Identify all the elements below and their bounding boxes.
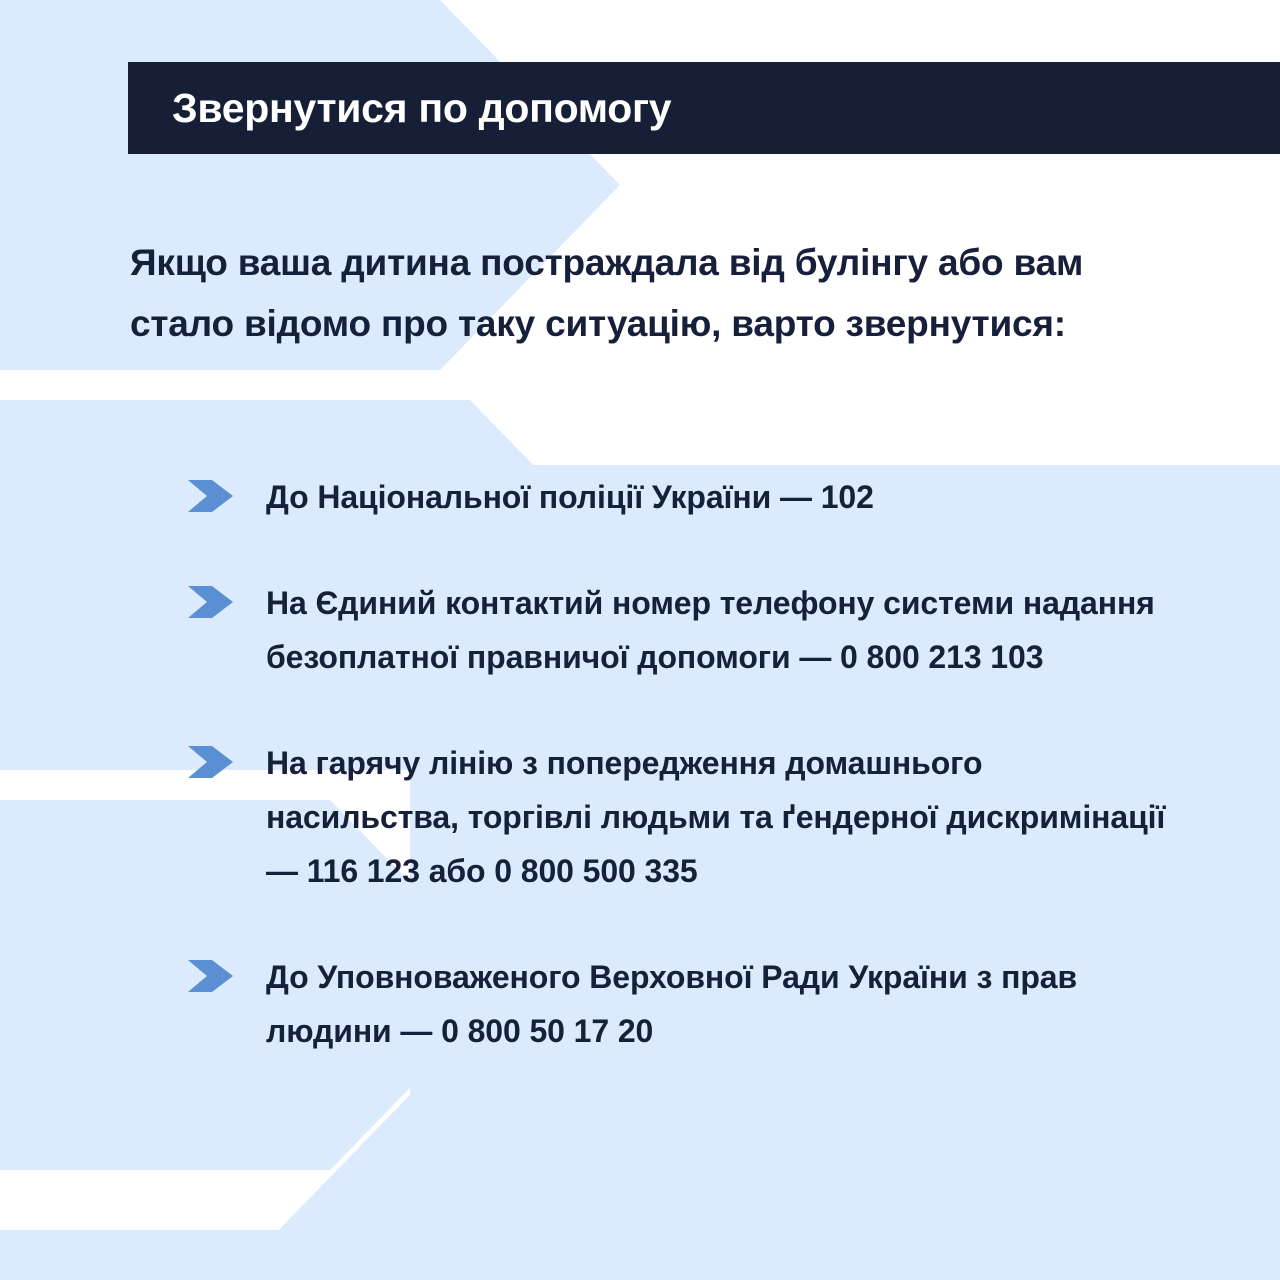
list-item [188, 736, 1188, 898]
intro-paragraph: Якщо ваша дитина постраждала від булінгу або вам стало відомо про таку ситуацію, варто звернутися: [130, 242, 1084, 344]
chevron-right-bullet-icon [188, 478, 234, 514]
list-item-label: До Національної поліції України — 102 [266, 479, 874, 515]
contacts-list [188, 470, 1188, 1058]
list-item-label: На Єдиний контактий номер телефону системи надання безоплатної правничої допомоги — 0 800 213 103 [266, 585, 1155, 675]
chevron-right-bullet-icon [188, 584, 234, 620]
chevron-right-bullet-icon [188, 958, 234, 994]
list-item [188, 950, 1188, 1058]
list-item-label: На гарячу лінію з попередження домашнього насильства, торгівлі людьми та ґендерної дискримінації — 116 123 або 0 800 500 335 [266, 745, 1166, 889]
list-item-label: До Уповноваженого Верховної Ради України з прав людини — 0 800 50 17 20 [266, 959, 1078, 1049]
title-bar [128, 62, 1280, 154]
page-title: Звернутися по допомогу [172, 84, 672, 131]
list-item [188, 576, 1188, 684]
chevron-right-bullet-icon [188, 744, 234, 780]
list-item [188, 470, 1188, 524]
